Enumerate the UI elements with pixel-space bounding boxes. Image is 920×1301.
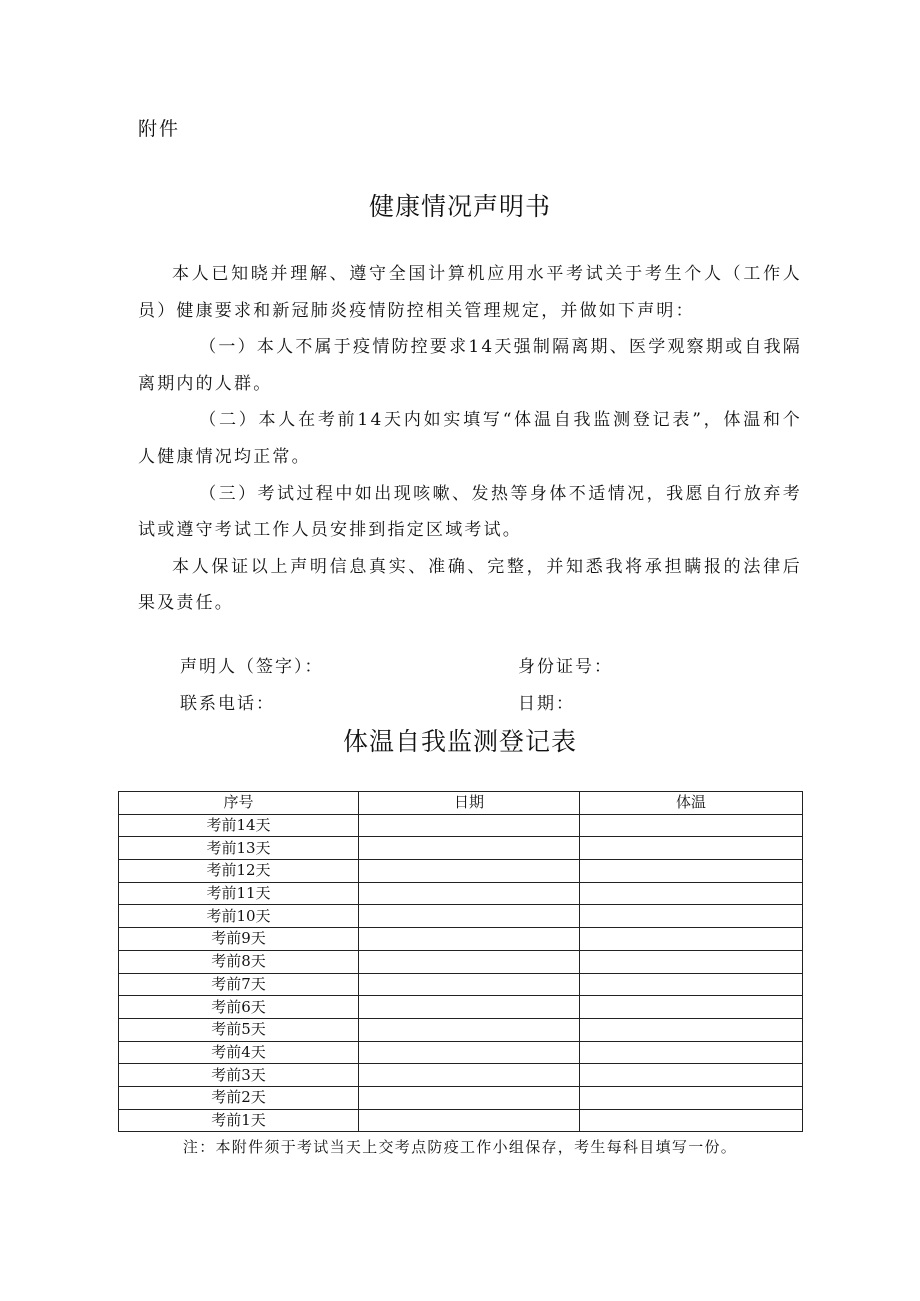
row-day-label: 考前13天: [119, 837, 359, 860]
date-cell[interactable]: [359, 814, 580, 837]
table-row: [119, 814, 803, 837]
row-day-label: 考前7天: [119, 973, 359, 996]
row-day-label: 考前8天: [119, 950, 359, 973]
table-row: [119, 860, 803, 883]
declaration-guarantee: 本人保证以上声明信息真实、准确、完整，并知悉我将承担瞒报的法律后果及责任。: [138, 556, 802, 614]
id-number-field-label: 身份证号：: [518, 657, 613, 677]
temperature-cell[interactable]: [580, 905, 803, 928]
table-row: [119, 1041, 803, 1064]
row-day-label: 考前3天: [119, 1064, 359, 1087]
row-day-label: 考前2天: [119, 1086, 359, 1109]
table-row: [119, 1018, 803, 1041]
date-cell[interactable]: [359, 996, 580, 1019]
date-cell[interactable]: [359, 1109, 580, 1132]
declaration-body: [138, 256, 802, 622]
date-cell[interactable]: [359, 860, 580, 883]
table-row: [119, 950, 803, 973]
column-header-date: 日期: [359, 792, 580, 815]
temperature-cell[interactable]: [580, 814, 803, 837]
date-cell[interactable]: [359, 928, 580, 951]
row-day-label: 考前5天: [119, 1018, 359, 1041]
attachment-label: 附件: [138, 118, 181, 140]
table-row: [119, 1064, 803, 1087]
declaration-item-3: （三）考试过程中如出现咳嗽、发热等身体不适情况，我愿自行放弃考试或遵守考试工作人员安排到指定区域考试。: [138, 483, 802, 541]
temperature-cell[interactable]: [580, 837, 803, 860]
table-row: [119, 1109, 803, 1132]
form-note: 注：本附件须于考试当天上交考点防疫工作小组保存，考生每科目填写一份。: [182, 1138, 738, 1156]
signature-field-label: 声明人（签字）：: [180, 657, 324, 677]
table-row: [119, 837, 803, 860]
column-header-index: 序号: [119, 792, 359, 815]
table-row: [119, 928, 803, 951]
date-cell[interactable]: [359, 1041, 580, 1064]
temperature-cell[interactable]: [580, 1064, 803, 1087]
date-cell[interactable]: [359, 1018, 580, 1041]
column-header-temperature: 体温: [580, 792, 803, 815]
declaration-intro: 本人已知晓并理解、遵守全国计算机应用水平考试关于考生个人（工作人员）健康要求和新冠肺炎疫情防控相关管理规定，并做如下声明：: [138, 264, 802, 321]
temperature-cell[interactable]: [580, 1018, 803, 1041]
table-row: [119, 1086, 803, 1109]
row-day-label: 考前10天: [119, 905, 359, 928]
date-cell[interactable]: [359, 973, 580, 996]
row-day-label: 考前1天: [119, 1109, 359, 1132]
temperature-cell[interactable]: [580, 882, 803, 905]
temperature-log-body: [119, 814, 803, 1132]
table-header-row: [119, 792, 803, 815]
table-row: [119, 882, 803, 905]
declaration-title: 健康情况声明书: [368, 192, 551, 221]
phone-field-label: 联系电话：: [180, 694, 275, 714]
temperature-cell[interactable]: [580, 950, 803, 973]
row-day-label: 考前11天: [119, 882, 359, 905]
table-row: [119, 996, 803, 1019]
date-cell[interactable]: [359, 1086, 580, 1109]
date-cell[interactable]: [359, 905, 580, 928]
temperature-log-table: [118, 791, 803, 1132]
declaration-item-2: （二）本人在考前14天内如实填写“体温自我监测登记表”，体温和个人健康情况均正常。: [138, 410, 802, 467]
temperature-cell[interactable]: [580, 1109, 803, 1132]
date-cell[interactable]: [359, 882, 580, 905]
temperature-cell[interactable]: [580, 928, 803, 951]
temperature-cell[interactable]: [580, 996, 803, 1019]
date-cell[interactable]: [359, 1064, 580, 1087]
declaration-item-1: （一）本人不属于疫情防控要求14天强制隔离期、医学观察期或自我隔离期内的人群。: [138, 337, 802, 394]
date-cell[interactable]: [359, 837, 580, 860]
temperature-cell[interactable]: [580, 860, 803, 883]
temperature-cell[interactable]: [580, 1086, 803, 1109]
monitoring-form-title: 体温自我监测登记表: [342, 727, 577, 756]
row-day-label: 考前9天: [119, 928, 359, 951]
row-day-label: 考前4天: [119, 1041, 359, 1064]
row-day-label: 考前12天: [119, 860, 359, 883]
row-day-label: 考前6天: [119, 996, 359, 1019]
date-cell[interactable]: [359, 950, 580, 973]
table-row: [119, 973, 803, 996]
date-field-label: 日期：: [518, 694, 575, 714]
temperature-cell[interactable]: [580, 1041, 803, 1064]
row-day-label: 考前14天: [119, 814, 359, 837]
table-row: [119, 905, 803, 928]
temperature-cell[interactable]: [580, 973, 803, 996]
